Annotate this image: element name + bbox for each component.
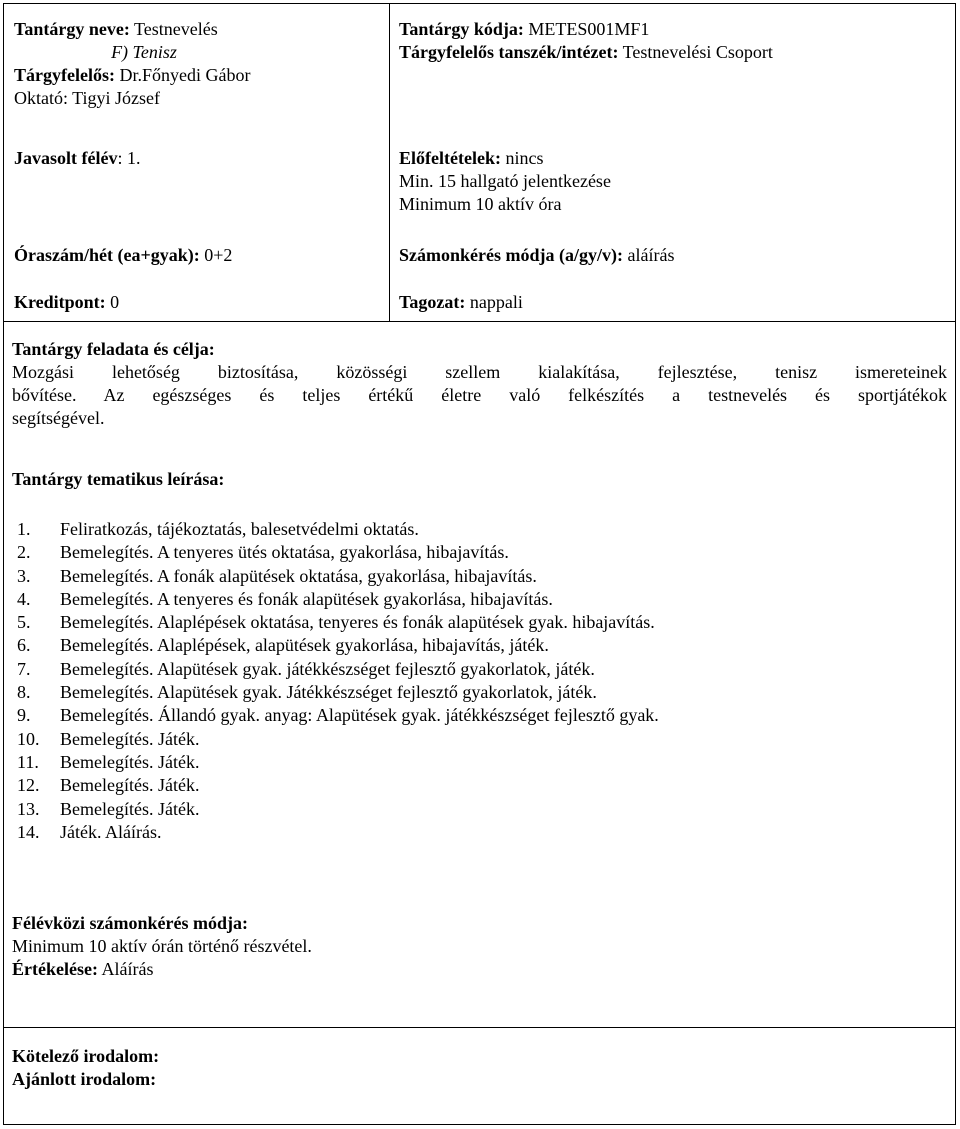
prerequisites-line-3: Minimum 10 aktív óra <box>399 194 562 214</box>
course-sheet <box>3 3 956 1125</box>
study-mode: Tagozat: nappali <box>399 292 523 312</box>
header-row <box>4 4 955 322</box>
list-item: 12. Bemelegítés. Játék. <box>17 775 200 796</box>
goals-heading: Tantárgy feladata és célja: <box>12 339 215 359</box>
midterm-heading: Félévközi számonkérés módja: <box>12 913 248 933</box>
list-item: 2. Bemelegítés. A tenyeres ütés oktatása, gyakorlása, hibajavítás. <box>17 542 509 563</box>
midterm-value: Minimum 10 aktív órán történő részvétel. <box>12 936 312 956</box>
department: Tárgyfelelős tanszék/intézet: Testnevelési Csoport <box>399 42 773 62</box>
subject-name: Tantárgy neve: Testnevelés <box>14 19 218 39</box>
weekly-hours: Óraszám/hét (ea+gyak): 0+2 <box>14 245 233 265</box>
instructor: Oktató: Tigyi József <box>14 88 161 108</box>
topics-list <box>12 518 912 844</box>
subject-variant: F) Tenisz <box>111 42 177 62</box>
list-item: 11. Bemelegítés. Játék. <box>17 751 200 772</box>
prerequisites-block <box>399 147 611 216</box>
content-section <box>4 322 955 1028</box>
goals-line-2: bővítése. Az egészséges és teljes értékű életre való felkészítés a testnevelés és sportjátékok <box>12 385 947 405</box>
list-item: 1. Feliratkozás, tájékoztatás, balesetvédelmi oktatás. <box>17 519 419 539</box>
subject-block <box>14 18 274 110</box>
responsible: Tárgyfelelős: Dr.Főnyedi Gábor <box>14 65 251 85</box>
list-item: 7. Bemelegítés. Alapütések gyak. játékkészséget fejlesztő gyakorlatok, játék. <box>17 658 595 679</box>
goals-line-3: segítségével. <box>12 408 105 428</box>
semester: Javasolt félév: 1. <box>14 148 141 168</box>
list-item: 3. Bemelegítés. A fonák alapütések oktatása, gyakorlása, hibajavítás. <box>17 565 537 586</box>
list-item: 10. Bemelegítés. Játék. <box>17 728 200 749</box>
prerequisites: Előfeltételek: nincs <box>399 148 544 168</box>
header-left-column <box>4 4 390 321</box>
goals-block <box>12 338 947 430</box>
midterm-block <box>12 912 312 981</box>
subject-code: Tantárgy kódja: METES001MF1 <box>399 19 650 39</box>
list-item: 5. Bemelegítés. Alaplépések oktatása, tenyeres és fonák alapütések gyak. hibajavítás. <box>17 612 655 633</box>
topics-heading: Tantárgy tematikus leírása: <box>12 469 225 489</box>
evaluation: Értékelése: Aláírás <box>12 959 154 979</box>
code-block <box>399 18 773 64</box>
recommended-literature: Ajánlott irodalom: <box>12 1069 157 1089</box>
literature-block <box>12 1045 159 1091</box>
list-item: 13. Bemelegítés. Játék. <box>17 798 200 819</box>
goals-line-1: Mozgási lehetőség biztosítása, közösségi szellem kialakítása, fejlesztése, tenisz ismereteinek <box>12 362 947 382</box>
credits: Kreditpont: 0 <box>14 292 120 312</box>
list-item: 9. Bemelegítés. Állandó gyak. anyag: Alapütések gyak. játékkészséget fejlesztő gyak. <box>17 705 659 726</box>
list-item: 6. Bemelegítés. Alaplépések, alapütések gyakorlása, hibajavítás, játék. <box>17 635 549 656</box>
header-right-column <box>390 4 955 321</box>
list-item: 14. Játék. Aláírás. <box>17 821 162 842</box>
assessment: Számonkérés módja (a/gy/v): aláírás <box>399 245 675 265</box>
prerequisites-line-2: Min. 15 hallgató jelentkezése <box>399 171 611 191</box>
literature-section <box>4 1028 955 1126</box>
list-item: 4. Bemelegítés. A tenyeres és fonák alapütések gyakorlása, hibajavítás. <box>17 588 553 609</box>
required-literature: Kötelező irodalom: <box>12 1046 160 1066</box>
list-item: 8. Bemelegítés. Alapütések gyak. Játékkészséget fejlesztő gyakorlatok, játék. <box>17 682 597 703</box>
